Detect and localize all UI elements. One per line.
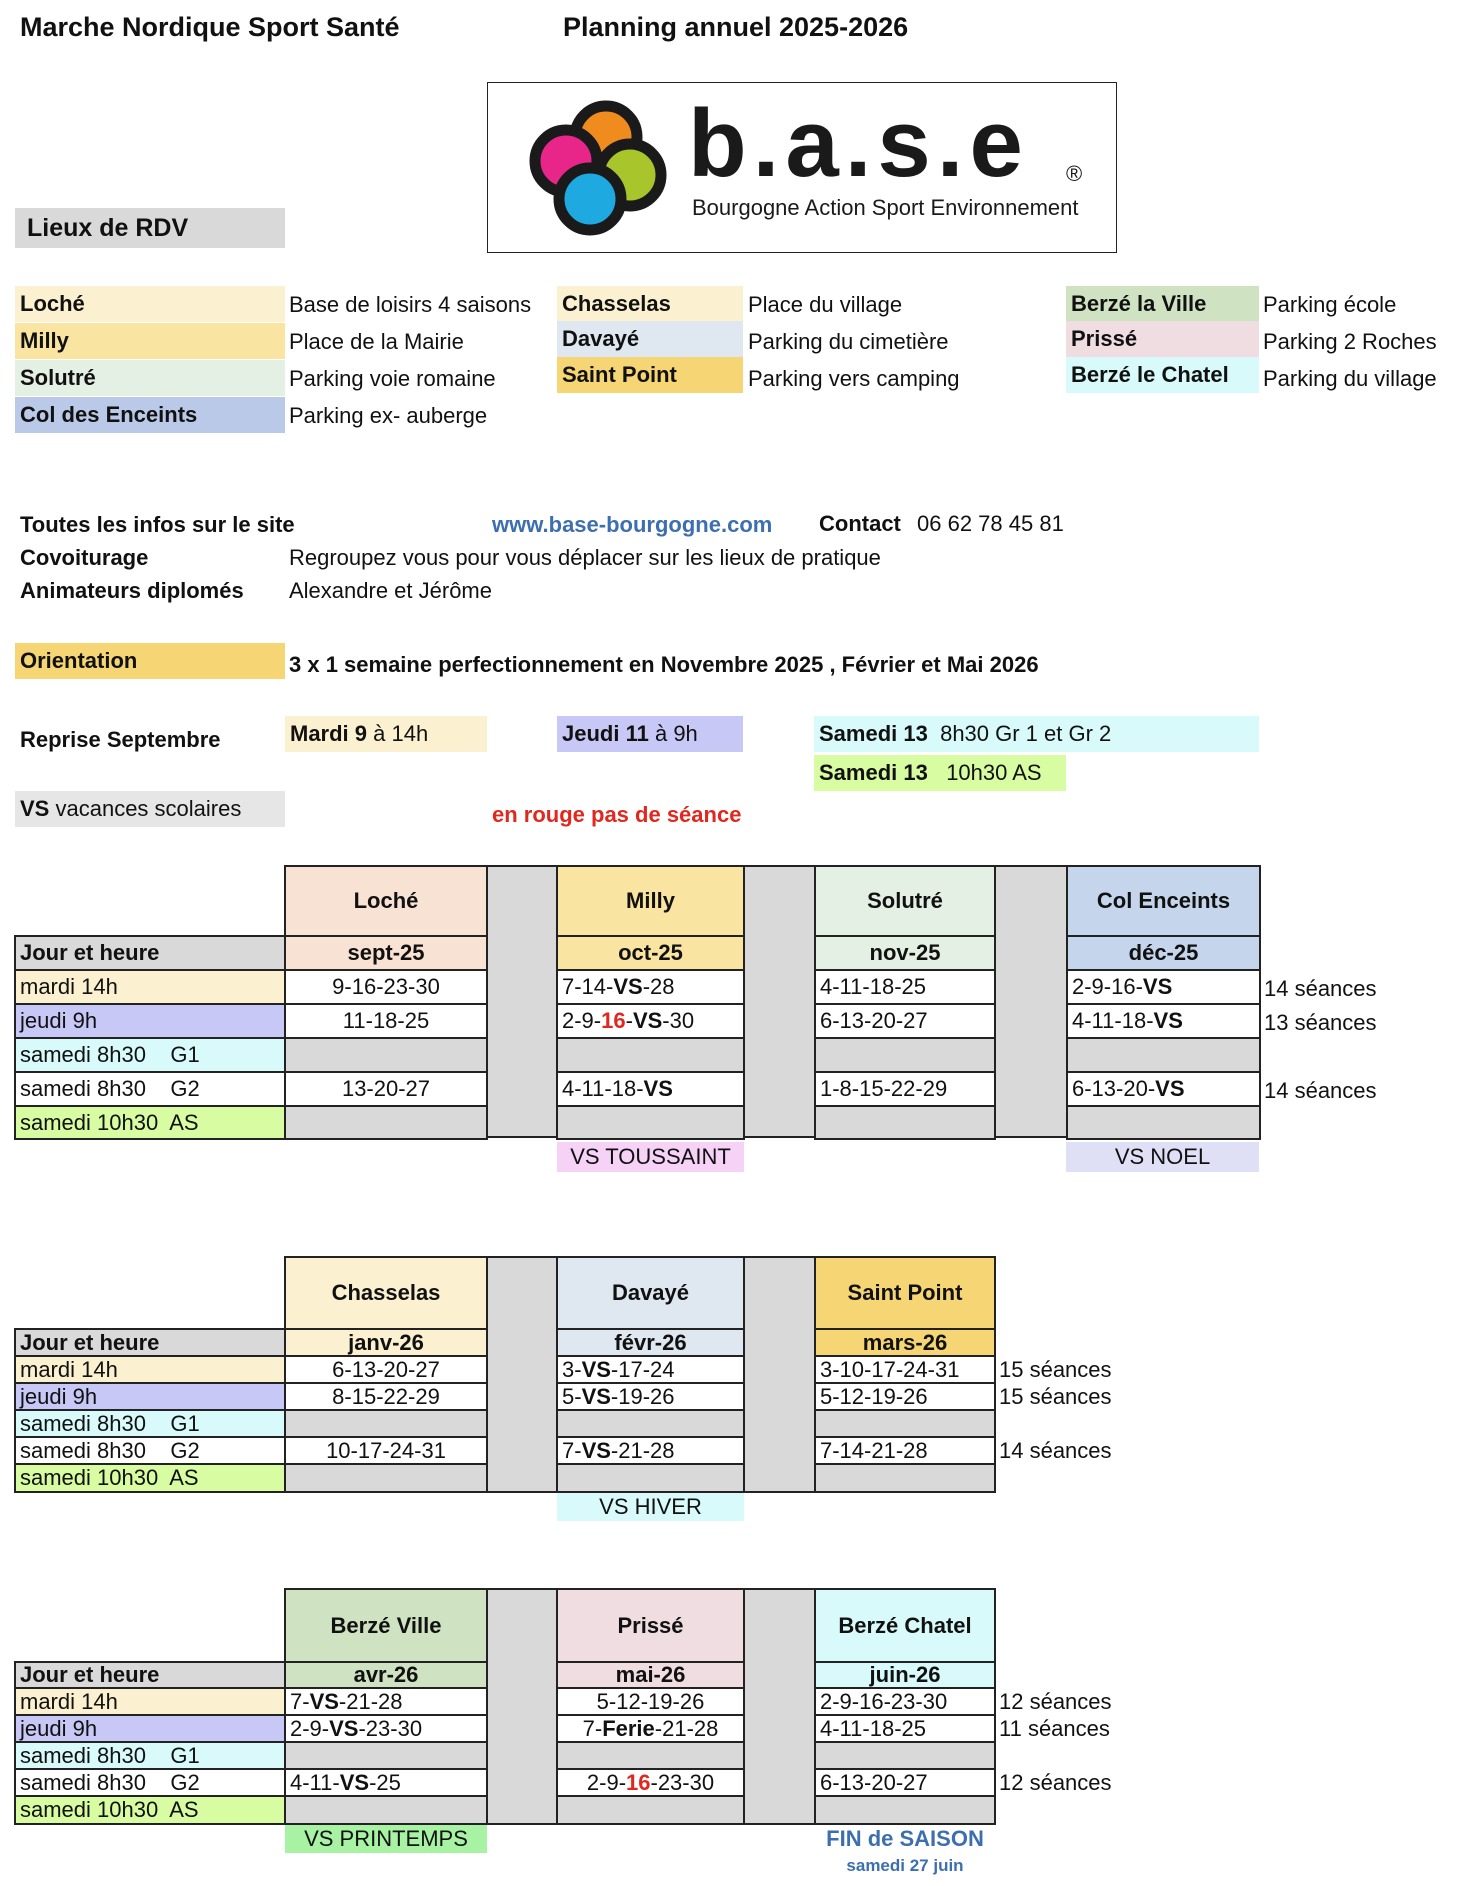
t2-row-mardi: mardi 14h bbox=[14, 1355, 286, 1384]
t1-mardi-col-a: 2-9-16- bbox=[1072, 974, 1143, 999]
t2-jeudi-saintpoint: 5-12-19-26 bbox=[814, 1382, 996, 1411]
t3-mardi-bv-vs: VS bbox=[309, 1689, 339, 1714]
t3-seances-jeudi: 11 séances bbox=[999, 1716, 1110, 1741]
t3-g2-pr-a: 2-9- bbox=[586, 1770, 627, 1795]
t1-mardi-solutre: 4-11-18-25 bbox=[814, 969, 996, 1005]
t2-g1-chasselas bbox=[284, 1409, 488, 1438]
t1-as-col bbox=[1066, 1105, 1261, 1140]
t2-as-saintpoint bbox=[814, 1463, 996, 1493]
vs-legend bbox=[15, 791, 285, 827]
anim-label: Animateurs diplomés bbox=[20, 578, 244, 603]
t2-jeudi-davaye-b: -19-26 bbox=[610, 1384, 675, 1409]
t2-as-chasselas bbox=[284, 1463, 488, 1493]
lieu-col-place: Parking ex- auberge bbox=[289, 403, 488, 428]
reprise-mardi bbox=[285, 716, 487, 752]
t3-mardi-bv-a: 7- bbox=[290, 1689, 310, 1714]
t3-jeudi-berzechatel: 4-11-18-25 bbox=[814, 1714, 996, 1743]
t3-row-g2: samedi 8h30 G2 bbox=[14, 1768, 286, 1797]
t1-row-jeudi: jeudi 9h bbox=[14, 1003, 286, 1039]
t1-spacer-2 bbox=[743, 865, 816, 1138]
lieu-berzeville-place: Parking école bbox=[1263, 292, 1397, 317]
lieu-prisse: Prissé bbox=[1066, 321, 1259, 357]
contact-label: Contact bbox=[819, 511, 901, 536]
t1-jeudi-solutre: 6-13-20-27 bbox=[814, 1003, 996, 1039]
lieu-prisse-place: Parking 2 Roches bbox=[1263, 329, 1437, 354]
t1-jeudi-milly-end: -30 bbox=[662, 1008, 695, 1033]
t1-place-solutre: Solutré bbox=[814, 865, 996, 937]
lieu-chasselas-place: Place du village bbox=[748, 292, 903, 317]
t1-mardi-milly-vs: VS bbox=[613, 974, 643, 999]
t1-row-header: Jour et heure bbox=[14, 935, 286, 971]
t3-row-g1: samedi 8h30 G1 bbox=[14, 1741, 286, 1770]
t3-jeudi-bv-b: -23-30 bbox=[358, 1716, 423, 1741]
t1-jeudi-col bbox=[1066, 1003, 1261, 1039]
t2-g2-davaye-b: -21-28 bbox=[610, 1438, 675, 1463]
t1-seances-jeudi: 13 séances bbox=[1264, 1010, 1377, 1035]
vs-hiver: VS HIVER bbox=[557, 1493, 744, 1521]
t2-g2-davaye-vs: VS bbox=[581, 1438, 611, 1463]
reprise-label: Reprise Septembre bbox=[20, 727, 221, 752]
contact-phone: 06 62 78 45 81 bbox=[917, 511, 1064, 536]
covoit-label: Covoiturage bbox=[20, 545, 149, 570]
red-note: en rouge pas de séance bbox=[492, 802, 742, 827]
t2-g1-saintpoint bbox=[814, 1409, 996, 1438]
lieu-berzechatel: Berzé le Chatel bbox=[1066, 357, 1259, 393]
t2-g1-davaye bbox=[556, 1409, 745, 1438]
site-label: Toutes les infos sur le site bbox=[20, 512, 295, 537]
t2-row-as: samedi 10h30 AS bbox=[14, 1463, 286, 1493]
reprise-samedi-as bbox=[814, 755, 1066, 791]
site-link[interactable]: www.base-bourgogne.com bbox=[492, 512, 773, 537]
t2-mardi-chasselas: 6-13-20-27 bbox=[284, 1355, 488, 1384]
t3-g1-berzechatel bbox=[814, 1741, 996, 1770]
t2-seances-jeudi: 15 séances bbox=[999, 1384, 1112, 1409]
t3-place-prisse: Prissé bbox=[556, 1588, 745, 1663]
t3-mardi-bv-b: -21-28 bbox=[338, 1689, 403, 1714]
t2-row-jeudi: jeudi 9h bbox=[14, 1382, 286, 1411]
t2-row-g1: samedi 8h30 G1 bbox=[14, 1409, 286, 1438]
lieu-berzechatel-place: Parking du village bbox=[1263, 366, 1437, 391]
lieu-loche: Loché bbox=[15, 286, 285, 322]
reprise-samedi-gr bbox=[814, 716, 1259, 752]
t1-place-milly: Milly bbox=[556, 865, 745, 937]
t3-seances-g2: 12 séances bbox=[999, 1770, 1112, 1795]
t1-g2-milly-vs: VS bbox=[643, 1076, 673, 1101]
t1-mardi-col bbox=[1066, 969, 1261, 1005]
t2-row-header: Jour et heure bbox=[14, 1328, 286, 1357]
t3-mardi-berzechatel: 2-9-16-23-30 bbox=[814, 1687, 996, 1716]
t1-row-mardi: mardi 14h bbox=[14, 969, 286, 1005]
t1-g2-col bbox=[1066, 1071, 1261, 1107]
t2-month-mars: mars-26 bbox=[814, 1328, 996, 1357]
t3-g2-pr-b: -23-30 bbox=[650, 1770, 715, 1795]
t1-seances-mardi: 14 séances bbox=[1264, 976, 1377, 1001]
t1-row-g1: samedi 8h30 G1 bbox=[14, 1037, 286, 1073]
t1-jeudi-col-a: 4-11-18- bbox=[1072, 1008, 1154, 1033]
t3-g2-berzechatel: 6-13-20-27 bbox=[814, 1768, 996, 1797]
t3-jeudi-pr-b: -21-28 bbox=[654, 1716, 719, 1741]
t1-jeudi-milly-vs: VS bbox=[632, 1008, 663, 1033]
t3-g2-pr-red: 16 bbox=[626, 1770, 651, 1795]
lieu-saintpoint-place: Parking vers camping bbox=[748, 366, 960, 391]
t3-g1-berzeville bbox=[284, 1741, 488, 1770]
t3-as-berzeville bbox=[284, 1795, 488, 1825]
t1-g2-milly bbox=[556, 1071, 745, 1107]
t3-month-mai: mai-26 bbox=[556, 1661, 745, 1689]
t3-spacer-1 bbox=[486, 1588, 558, 1825]
t1-jeudi-milly-dash: - bbox=[625, 1008, 633, 1033]
t2-row-g2: samedi 8h30 G2 bbox=[14, 1436, 286, 1465]
t1-g2-loche: 13-20-27 bbox=[284, 1071, 488, 1107]
t2-jeudi-davaye-a: 5- bbox=[562, 1384, 582, 1409]
t1-seances-g2: 14 séances bbox=[1264, 1078, 1377, 1103]
t1-jeudi-milly bbox=[556, 1003, 745, 1039]
reprise-samedi1-day: Samedi 13 bbox=[819, 721, 928, 746]
lieu-solutre: Solutré bbox=[15, 360, 285, 396]
t2-seances-g2: 14 séances bbox=[999, 1438, 1112, 1463]
lieu-davaye-place: Parking du cimetière bbox=[748, 329, 949, 354]
t2-mardi-davaye-a: 3- bbox=[562, 1357, 582, 1382]
logo-tagline: Bourgogne Action Sport Environnement bbox=[692, 195, 1079, 220]
t2-jeudi-davaye bbox=[556, 1382, 745, 1411]
t1-month-dec: déc-25 bbox=[1066, 935, 1261, 971]
t2-spacer-2 bbox=[743, 1256, 816, 1493]
t2-g2-davaye bbox=[556, 1436, 745, 1465]
t3-jeudi-prisse bbox=[556, 1714, 745, 1743]
reprise-mardi-time: à 14h bbox=[373, 721, 429, 746]
lieu-milly: Milly bbox=[15, 323, 285, 359]
t3-jeudi-pr-a: 7- bbox=[582, 1716, 603, 1741]
t1-row-g2: samedi 8h30 G2 bbox=[14, 1071, 286, 1107]
t2-g2-chasselas: 10-17-24-31 bbox=[284, 1436, 488, 1465]
vs-printemps: VS PRINTEMPS bbox=[285, 1825, 487, 1853]
t3-jeudi-berzeville bbox=[284, 1714, 488, 1743]
t1-g2-milly-a: 4-11-18- bbox=[562, 1076, 644, 1101]
lieu-loche-place: Base de loisirs 4 saisons bbox=[289, 292, 532, 317]
lieu-berzeville: Berzé la Ville bbox=[1066, 286, 1259, 322]
reprise-samedi2-day: Samedi 13 bbox=[819, 760, 928, 785]
t3-month-avr: avr-26 bbox=[284, 1661, 488, 1689]
t1-g1-solutre bbox=[814, 1037, 996, 1073]
t3-row-mardi: mardi 14h bbox=[14, 1687, 286, 1716]
lieu-saintpoint: Saint Point bbox=[557, 357, 743, 393]
t3-row-jeudi: jeudi 9h bbox=[14, 1714, 286, 1743]
vs-toussaint: VS TOUSSAINT bbox=[557, 1142, 744, 1172]
t2-place-davaye: Davayé bbox=[556, 1256, 745, 1330]
lieu-chasselas: Chasselas bbox=[557, 286, 743, 322]
t2-g2-davaye-a: 7- bbox=[562, 1438, 582, 1463]
t2-month-janv: janv-26 bbox=[284, 1328, 488, 1357]
t1-mardi-milly bbox=[556, 969, 745, 1005]
anim-text: Alexandre et Jérôme bbox=[289, 578, 492, 603]
t1-g1-loche bbox=[284, 1037, 488, 1073]
t3-g2-prisse bbox=[556, 1768, 745, 1797]
t3-spacer-2 bbox=[743, 1588, 816, 1825]
t2-jeudi-chasselas: 8-15-22-29 bbox=[284, 1382, 488, 1411]
t1-as-loche bbox=[284, 1105, 488, 1140]
t1-g2-col-a: 6-13-20- bbox=[1072, 1076, 1156, 1101]
t1-as-solutre bbox=[814, 1105, 996, 1140]
vs-legend-text: vacances scolaires bbox=[55, 796, 242, 821]
t1-place-loche: Loché bbox=[284, 865, 488, 937]
t2-jeudi-davaye-vs: VS bbox=[581, 1384, 611, 1409]
t2-month-fevr: févr-26 bbox=[556, 1328, 745, 1357]
t1-spacer-1 bbox=[486, 865, 558, 1138]
t1-g2-col-vs: VS bbox=[1155, 1076, 1185, 1101]
t1-month-nov: nov-25 bbox=[814, 935, 996, 971]
t1-g1-col bbox=[1066, 1037, 1261, 1073]
reprise-samedi1-text: 8h30 Gr 1 et Gr 2 bbox=[940, 721, 1112, 746]
logo-word: b.a.s.e bbox=[688, 90, 1029, 197]
lieu-col: Col des Enceints bbox=[15, 397, 285, 433]
covoit-text: Regroupez vous pour vous déplacer sur les lieux de pratique bbox=[289, 545, 881, 570]
t3-seances-mardi: 12 séances bbox=[999, 1689, 1112, 1714]
t3-jeudi-pr-ferie: Ferie bbox=[602, 1716, 655, 1741]
t1-g2-solutre: 1-8-15-22-29 bbox=[814, 1071, 996, 1107]
vs-legend-abbr: VS bbox=[20, 796, 50, 821]
lieu-solutre-place: Parking voie romaine bbox=[289, 366, 496, 391]
reprise-jeudi-time: à 9h bbox=[654, 721, 698, 746]
t2-place-chasselas: Chasselas bbox=[284, 1256, 488, 1330]
t3-row-header: Jour et heure bbox=[14, 1661, 286, 1689]
t2-mardi-saintpoint: 3-10-17-24-31 bbox=[814, 1355, 996, 1384]
t1-jeudi-milly-red: 16 bbox=[601, 1008, 626, 1033]
t2-mardi-davaye bbox=[556, 1355, 745, 1384]
fin-saison-date: samedi 27 juin bbox=[846, 1856, 964, 1875]
t2-mardi-davaye-vs: VS bbox=[581, 1357, 611, 1382]
reprise-jeudi-day: Jeudi 11 bbox=[562, 721, 649, 746]
t3-g2-berzeville bbox=[284, 1768, 488, 1797]
t2-place-saintpoint: Saint Point bbox=[814, 1256, 996, 1330]
t1-jeudi-milly-a: 2-9- bbox=[562, 1008, 602, 1033]
t3-g2-bv-b: -25 bbox=[369, 1770, 401, 1795]
t2-spacer-1 bbox=[486, 1256, 558, 1493]
t3-jeudi-bv-a: 2-9- bbox=[290, 1716, 330, 1741]
t3-month-juin: juin-26 bbox=[814, 1661, 996, 1689]
lieux-title: Lieux de RDV bbox=[15, 208, 285, 248]
reprise-mardi-day: Mardi 9 bbox=[290, 721, 368, 746]
fin-saison: FIN de SAISON bbox=[826, 1826, 984, 1851]
orientation-label: Orientation bbox=[15, 643, 285, 679]
t3-g2-bv-vs: VS bbox=[339, 1770, 370, 1795]
vs-noel: VS NOEL bbox=[1066, 1142, 1259, 1172]
reprise-jeudi bbox=[557, 716, 743, 752]
t3-row-as: samedi 10h30 AS bbox=[14, 1795, 286, 1825]
t1-spacer-3 bbox=[994, 865, 1068, 1138]
t2-seances-mardi: 15 séances bbox=[999, 1357, 1112, 1382]
t1-row-as: samedi 10h30 AS bbox=[14, 1105, 286, 1140]
t3-place-berzechatel: Berzé Chatel bbox=[814, 1588, 996, 1663]
t3-place-berzeville: Berzé Ville bbox=[284, 1588, 488, 1663]
t3-jeudi-bv-vs: VS bbox=[329, 1716, 359, 1741]
t1-mardi-milly-b: -28 bbox=[642, 974, 675, 999]
lieu-milly-place: Place de la Mairie bbox=[289, 329, 464, 354]
t1-month-sept: sept-25 bbox=[284, 935, 488, 971]
page-subtitle: Planning annuel 2025-2026 bbox=[563, 12, 909, 42]
t3-mardi-berzeville bbox=[284, 1687, 488, 1716]
t1-jeudi-loche: 11-18-25 bbox=[284, 1003, 488, 1039]
t1-g1-milly bbox=[556, 1037, 745, 1073]
t2-mardi-davaye-b: -17-24 bbox=[610, 1357, 675, 1382]
t3-as-prisse bbox=[556, 1795, 745, 1825]
t1-as-milly bbox=[556, 1105, 745, 1140]
page-title: Marche Nordique Sport Santé bbox=[20, 12, 400, 42]
lieu-davaye: Davayé bbox=[557, 321, 743, 357]
t1-mardi-col-vs: VS bbox=[1142, 974, 1173, 999]
t3-g2-bv-a: 4-11- bbox=[290, 1770, 340, 1795]
reprise-samedi2-text: 10h30 AS bbox=[946, 760, 1042, 785]
t1-mardi-loche: 9-16-23-30 bbox=[284, 969, 488, 1005]
t3-as-berzechatel bbox=[814, 1795, 996, 1825]
t3-mardi-prisse: 5-12-19-26 bbox=[556, 1687, 745, 1716]
registered-mark: ® bbox=[1066, 161, 1083, 186]
t2-as-davaye bbox=[556, 1463, 745, 1493]
t1-jeudi-col-vs: VS bbox=[1153, 1008, 1183, 1033]
t1-mardi-milly-a: 7-14- bbox=[562, 974, 614, 999]
t3-g1-prisse bbox=[556, 1741, 745, 1770]
t1-month-oct: oct-25 bbox=[556, 935, 745, 971]
t1-place-col: Col Enceints bbox=[1066, 865, 1261, 937]
logo bbox=[487, 82, 1117, 253]
orientation-text: 3 x 1 semaine perfectionnement en Novembre 2025 , Février et Mai 2026 bbox=[289, 652, 1039, 677]
t2-g2-saintpoint: 7-14-21-28 bbox=[814, 1436, 996, 1465]
